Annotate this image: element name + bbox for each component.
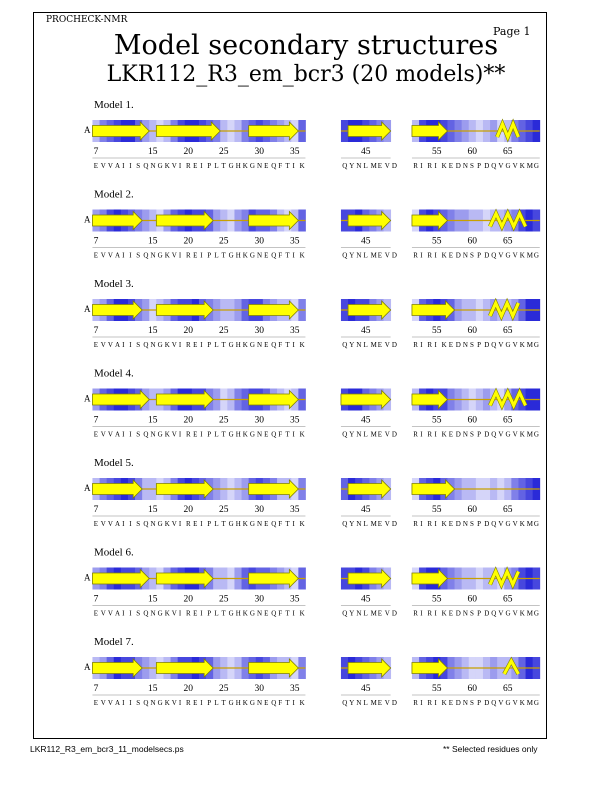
model-panel bbox=[84, 368, 540, 439]
tick-label: 7 bbox=[93, 684, 99, 694]
sequence-text: Q Y N L ME V D bbox=[342, 341, 397, 349]
tick-label: 55 bbox=[432, 505, 442, 515]
tick-label: 25 bbox=[219, 684, 229, 694]
model-label: Model 7. bbox=[94, 636, 134, 648]
sequence-text: R I R I K E D N S P D Q V G V K MG bbox=[413, 162, 539, 170]
tick-label: 30 bbox=[254, 236, 265, 247]
sequence-text: R I R I K E D N S P D Q V G V K MG bbox=[413, 520, 539, 528]
tick-label: 35 bbox=[290, 505, 300, 515]
sequence-text: E V V A I I S Q N G K V I R E I P L T G H K G N E Q F T I K bbox=[93, 609, 305, 618]
tick-label: 20 bbox=[183, 147, 194, 157]
tick-label: 45 bbox=[361, 236, 371, 247]
tick-label: 55 bbox=[432, 147, 442, 157]
tick-label: 35 bbox=[290, 594, 300, 605]
tick-label: 15 bbox=[148, 684, 158, 694]
tick-label: 25 bbox=[219, 236, 229, 247]
tick-label: 7 bbox=[93, 415, 99, 426]
sequence-text: Q Y N L ME V D bbox=[342, 609, 397, 618]
tick-label: 65 bbox=[503, 236, 513, 247]
model-label: Model 1. bbox=[94, 99, 134, 111]
chain-label: A bbox=[84, 304, 91, 314]
tick-label: 60 bbox=[467, 147, 478, 157]
tick-label: 35 bbox=[290, 147, 300, 157]
sequence-text: R I R I K E D N S P D Q V G V K MG bbox=[413, 699, 539, 707]
tick-label: 15 bbox=[148, 415, 158, 426]
sequence-text: Q Y N L ME V D bbox=[342, 520, 397, 528]
sequence-text: E V V A I I S Q N G K V I R E I P L T G H K G N E Q F T I K bbox=[93, 430, 305, 439]
tick-label: 30 bbox=[254, 594, 265, 605]
model-label: Model 3. bbox=[94, 278, 134, 290]
tick-label: 35 bbox=[290, 684, 300, 694]
tick-label: 55 bbox=[432, 415, 442, 426]
tick-label: 60 bbox=[467, 236, 478, 247]
tick-label: 25 bbox=[219, 594, 229, 605]
tick-label: 35 bbox=[290, 326, 300, 336]
tick-label: 20 bbox=[183, 236, 194, 247]
model-panel bbox=[84, 189, 540, 260]
tick-label: 30 bbox=[254, 684, 265, 694]
model-panel bbox=[84, 99, 540, 170]
sequence-text: E V V A I I S Q N G K V I R E I P L T G H K G N E Q F T I K bbox=[93, 162, 305, 170]
model-label: Model 2. bbox=[94, 188, 134, 201]
chain-label: A bbox=[84, 393, 91, 404]
tick-label: 30 bbox=[254, 326, 265, 336]
sequence-text: Q Y N L ME V D bbox=[342, 251, 397, 260]
tick-label: 25 bbox=[219, 415, 229, 426]
tick-label: 45 bbox=[361, 684, 371, 694]
sequence-text: Q Y N L ME V D bbox=[342, 162, 397, 170]
tick-label: 15 bbox=[148, 326, 158, 336]
sequence-text: E V V A I I S Q N G K V I R E I P L T G H K G N E Q F T I K bbox=[93, 699, 305, 707]
tick-label: 20 bbox=[183, 594, 194, 605]
sequence-text: R I R I K E D N S P D Q V G V K MG bbox=[413, 251, 539, 260]
tick-label: 15 bbox=[148, 147, 158, 157]
tick-label: 60 bbox=[467, 415, 478, 426]
model-panel bbox=[84, 636, 540, 707]
sequence-text: Q Y N L ME V D bbox=[342, 430, 397, 439]
tick-label: 20 bbox=[183, 326, 194, 336]
sequence-text: R I R I K E D N S P D Q V G V K MG bbox=[413, 430, 539, 439]
model-panel bbox=[84, 457, 540, 528]
tick-label: 30 bbox=[254, 505, 265, 515]
tick-label: 45 bbox=[361, 147, 371, 157]
page-number: Page 1 bbox=[493, 25, 531, 38]
tick-label: 7 bbox=[93, 326, 99, 336]
tick-label: 25 bbox=[219, 505, 229, 515]
chain-label: A bbox=[84, 125, 91, 135]
sequence-text: E V V A I I S Q N G K V I R E I P L T G H K G N E Q F T I K bbox=[93, 251, 305, 260]
tick-label: 45 bbox=[361, 415, 371, 426]
tick-label: 55 bbox=[432, 594, 442, 605]
tick-label: 15 bbox=[148, 236, 158, 247]
sequence-text: E V V A I I S Q N G K V I R E I P L T G H K G N E Q F T I K bbox=[93, 341, 305, 349]
chain-label: A bbox=[84, 662, 91, 672]
tick-label: 7 bbox=[93, 505, 99, 515]
tick-label: 7 bbox=[93, 236, 99, 247]
chain-label: A bbox=[84, 214, 91, 225]
footer-note: ** Selected residues only bbox=[443, 744, 538, 754]
tick-label: 60 bbox=[467, 326, 478, 336]
tick-label: 45 bbox=[361, 326, 371, 336]
tick-label: 65 bbox=[503, 147, 513, 157]
tick-label: 30 bbox=[254, 415, 265, 426]
tick-label: 20 bbox=[183, 505, 194, 515]
tick-label: 60 bbox=[467, 684, 478, 694]
sequence-text: R I R I K E D N S P D Q V G V K MG bbox=[413, 609, 539, 618]
model-panel bbox=[84, 278, 540, 349]
tick-label: 65 bbox=[503, 684, 513, 694]
tick-label: 15 bbox=[148, 594, 158, 605]
tick-label: 65 bbox=[503, 594, 513, 605]
page-title: Model secondary structures bbox=[113, 30, 499, 61]
sequence-text: Q Y N L ME V D bbox=[342, 699, 397, 707]
tick-label: 25 bbox=[219, 147, 229, 157]
page-subtitle: LKR112_R3_em_bcr3 (20 models)** bbox=[106, 62, 506, 87]
tick-label: 60 bbox=[467, 505, 478, 515]
tick-label: 15 bbox=[148, 505, 158, 515]
chain-label: A bbox=[84, 483, 91, 493]
model-label: Model 4. bbox=[94, 367, 134, 380]
tick-label: 65 bbox=[503, 326, 513, 336]
tick-label: 65 bbox=[503, 505, 513, 515]
tick-label: 55 bbox=[432, 326, 442, 336]
sequence-text: E V V A I I S Q N G K V I R E I P L T G H K G N E Q F T I K bbox=[93, 520, 305, 528]
tick-label: 7 bbox=[93, 594, 99, 605]
tick-label: 20 bbox=[183, 684, 194, 694]
tick-label: 20 bbox=[183, 415, 194, 426]
tick-label: 30 bbox=[254, 147, 265, 157]
chain-label: A bbox=[84, 572, 91, 583]
tick-label: 55 bbox=[432, 236, 442, 247]
tick-label: 65 bbox=[503, 415, 513, 426]
tick-label: 7 bbox=[93, 147, 99, 157]
footer-filename: LKR112_R3_em_bcr3_11_modelsecs.ps bbox=[30, 744, 184, 754]
tick-label: 45 bbox=[361, 594, 371, 605]
tick-label: 45 bbox=[361, 505, 371, 515]
tick-label: 35 bbox=[290, 415, 300, 426]
model-panel bbox=[84, 547, 540, 618]
program-label: PROCHECK-NMR bbox=[46, 15, 128, 25]
tick-label: 60 bbox=[467, 594, 478, 605]
sequence-text: R I R I K E D N S P D Q V G V K MG bbox=[413, 341, 539, 349]
model-label: Model 6. bbox=[94, 546, 134, 559]
tick-label: 55 bbox=[432, 684, 442, 694]
model-label: Model 5. bbox=[94, 457, 134, 469]
tick-label: 25 bbox=[219, 326, 229, 336]
tick-label: 35 bbox=[290, 236, 300, 247]
